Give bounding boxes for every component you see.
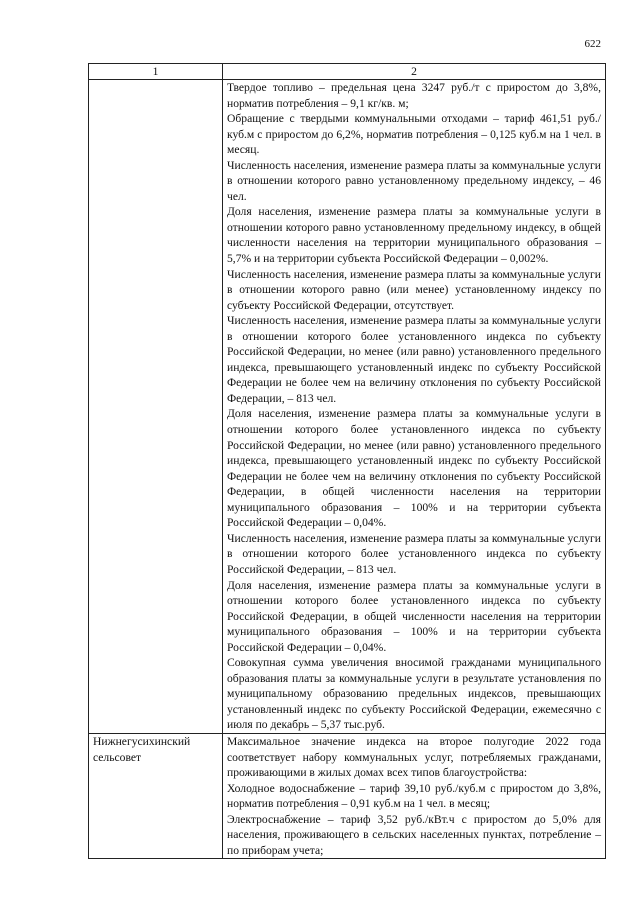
paragraph: Электроснабжение – тариф 3,52 руб./кВт.ч с приростом до 5,0% для населения, проживающего в сельских населенных пунктах, потребление – по приборам учета; [227,812,601,857]
paragraph: Численность населения, изменение размера платы за коммунальные услуги в отношении которого более установленного индекса по субъекту Российской Федерации, – 813 чел. [227,531,601,576]
header-cell-1: 1 [89,64,223,80]
paragraph: Доля населения, изменение размера платы за коммунальные услуги в отношении которого более установленного индекса по субъекту Российской Федерации, в общей численности населения на территории муниципального образования – 100% и на территории субъекта Российской Федерации – 0,04%. [227,578,601,654]
content-cell [223,80,606,734]
page-number: 622 [584,38,601,50]
paragraph: Численность населения, изменение размера платы за коммунальные услуги в отношении которого равно установленному предельному индексу, – 46 чел. [227,158,601,203]
header-cell-2: 2 [223,64,606,80]
table-row [89,733,606,858]
content-cell [223,733,606,858]
paragraph: Максимальное значение индекса на второе полугодие 2022 года соответствует набору коммунальных услуг, потребляемых гражданами, проживающими в жилых домах всех типов благоустройства: [227,734,601,780]
document-table [88,63,606,859]
paragraph: Совокупная сумма увеличения вносимой гражданами муниципального образования платы за коммунальные услуги в результате установления по муниципальному образованию предельных индексов, превышающих установленный индекс по субъекту Российской Федерации, ежемесячно с июля по декабрь – 5,37 тыс.руб. [227,656,601,732]
table-row [89,80,606,734]
paragraph: Обращение с твердыми коммунальными отходами – тариф 461,51 руб./куб.м с приростом до 6,2%, норматив потребления – 0,125 куб.м на 1 чел. в месяц. [227,112,601,157]
paragraph: Доля населения, изменение размера платы за коммунальные услуги в отношении которого равно установленному предельному индексу, в общей численности населения на территории муниципального образования – 5,7% и на территории субъекта Российской Федерации – 0,002%. [227,205,601,266]
paragraph: Твердое топливо – предельная цена 3247 руб./т с приростом до 3,8%, норматив потребления – 9,1 кг/кв. м; [227,81,601,110]
paragraph: Численность населения, изменение размера платы за коммунальные услуги в отношении которого более установленного индекса по субъекту Российской Федерации, но менее (или равно) установленного предельного индекса, превышающего установленный индекс по субъекту Российской Федерации не более чем на величину отклонения по субъекту Российской Федерации, – 813 чел. [227,314,601,405]
paragraph: Холодное водоснабжение – тариф 39,10 руб./куб.м с приростом до 3,8%, норматив потребления – 0,91 куб.м на 1 чел. в месяц; [227,781,601,811]
region-cell: Нижнегусихинский сельсовет [89,733,223,858]
paragraph: Доля населения, изменение размера платы за коммунальные услуги в отношении которого более установленного индекса по субъекту Российской Федерации, но менее (или равно) установленного предельного индекса, превышающего установленный индекс по субъекту Российской Федерации не более чем на величину отклонения по субъекту Российской Федерации, в общей численности населения на территории муниципального образования – 100% и на территории субъекта Российской Федерации – 0,04%. [227,407,601,530]
region-cell [89,80,223,734]
paragraph: Численность населения, изменение размера платы за коммунальные услуги в отношении которого равно (или менее) установленному индексу по субъекту Российской Федерации, отсутствует. [227,267,601,312]
table-header-row [89,64,606,80]
